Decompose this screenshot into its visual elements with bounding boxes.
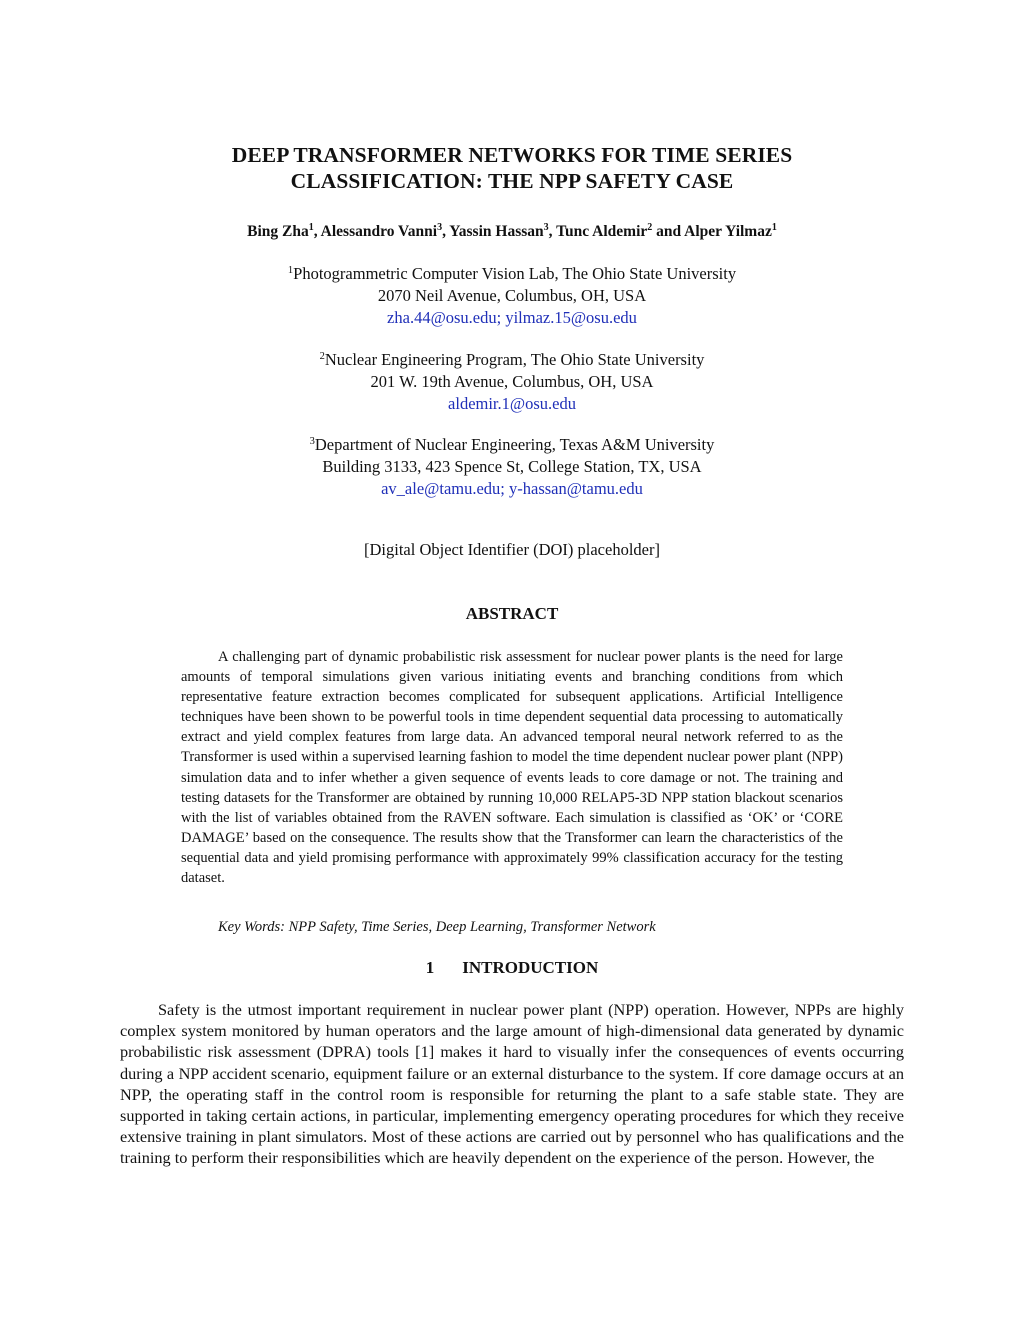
author-name: Yassin Hassan xyxy=(449,223,544,240)
author-affiliation-mark: 1 xyxy=(771,222,777,233)
affiliation-org: Photogrammetric Computer Vision Lab, The Ohio State University xyxy=(293,264,737,283)
abstract-heading: ABSTRACT xyxy=(465,604,559,623)
affiliation-address: 201 W. 19th Avenue, Columbus, OH, USA xyxy=(370,372,654,391)
doi-placeholder: [Digital Object Identifier (DOI) placeholder] xyxy=(364,540,660,559)
affiliation-2 xyxy=(0,349,1024,415)
author-separator: , xyxy=(313,223,321,240)
title-line-2: CLASSIFICATION: THE NPP SAFETY CASE xyxy=(290,169,734,193)
affiliation-mark: 1 xyxy=(287,265,294,276)
author-affiliation-mark: 1 xyxy=(308,222,314,233)
section-title: INTRODUCTION xyxy=(462,958,599,977)
author-list xyxy=(0,221,1024,243)
section-heading-introduction xyxy=(0,957,1024,979)
section-number: 1 xyxy=(425,958,435,977)
affiliation-email-link[interactable]: aldemir.1@osu.edu xyxy=(448,394,576,413)
paper-title xyxy=(0,142,1024,194)
affiliation-org: Department of Nuclear Engineering, Texas A&M University xyxy=(314,435,715,454)
author-name: Tunc Aldemir xyxy=(556,223,648,240)
introduction-text: Safety is the utmost important requirement in nuclear power plant (NPP) operation. However, NPPs are highly complex system monitored by human operators and the large amount of high-dimensional data generated by dynamic probabilistic risk assessment (DPRA) tools [1] makes it hard to visually infer the consequences of events occurring during a NPP accident scenario, equipment failure or an external disturbance to the system. If core damage occurs at an NPP, the operating staff in the control room is responsible for returning the plant to a safe stable state. They are supported in taking certain actions, in particular, implementing emergency operating procedures for which they receive extensive training in plant simulators. Most of these actions are carried out by personnel who has qualifications and the training to perform their responsibilities which are heavily dependent on the experience of the person. However, the xyxy=(120,1000,904,1168)
author-separator: , xyxy=(442,223,450,240)
author-separator: and xyxy=(652,223,685,240)
author-affiliation-mark: 2 xyxy=(647,222,653,233)
affiliation-email-link[interactable]: zha.44@osu.edu; yilmaz.15@osu.edu xyxy=(387,308,637,327)
affiliation-email-link[interactable]: av_ale@tamu.edu; y-hassan@tamu.edu xyxy=(381,479,643,498)
abstract-body xyxy=(181,647,843,888)
keywords: Key Words: NPP Safety, Time Series, Deep Learning, Transformer Network xyxy=(218,919,656,935)
affiliation-1 xyxy=(0,263,1024,329)
affiliation-address: 2070 Neil Avenue, Columbus, OH, USA xyxy=(377,286,647,305)
author-affiliation-mark: 3 xyxy=(543,222,549,233)
affiliation-address: Building 3133, 423 Spence St, College Station, TX, USA xyxy=(322,457,702,476)
author-name: Alper Yilmaz xyxy=(684,223,772,240)
author-separator: , xyxy=(548,223,557,240)
title-line-1: DEEP TRANSFORMER NETWORKS FOR TIME SERIES xyxy=(231,143,793,167)
affiliation-mark: 3 xyxy=(309,436,315,447)
author-affiliation-mark: 3 xyxy=(437,222,443,233)
author-name: Bing Zha xyxy=(247,223,309,240)
affiliation-mark: 2 xyxy=(319,351,325,362)
introduction-body xyxy=(120,999,904,1169)
abstract-text: A challenging part of dynamic probabilistic risk assessment for nuclear power plants is the need for large amounts of temporal simulations given various initiating events and branching conditions from which representative feature extraction becomes complicated for subsequent applications. Artificial Intelligence techniques have been shown to be powerful tools in time dependent sequential data processing to automatically extract and yield complex features from large data. An advanced temporal neural network referred to as the Transformer is used within a supervised learning fashion to model the time dependent nuclear power plant (NPP) simulation data and to infer whether a given sequence of events leads to core damage or not. The training and testing datasets for the Transformer are obtained by running 10,000 RELAP5-3D NPP station blackout scenarios with the list of variables obtained from the RAVEN software. Each simulation is classified as ‘OK’ or ‘CORE DAMAGE’ based on the consequence. The results show that the Transformer can learn the characteristics of the sequential data and yield promising performance with approximately 99% classification accuracy for the testing dataset. xyxy=(181,649,843,887)
affiliation-org: Nuclear Engineering Program, The Ohio State University xyxy=(324,350,705,369)
affiliation-3 xyxy=(0,434,1024,500)
author-name: Alessandro Vanni xyxy=(320,223,438,240)
